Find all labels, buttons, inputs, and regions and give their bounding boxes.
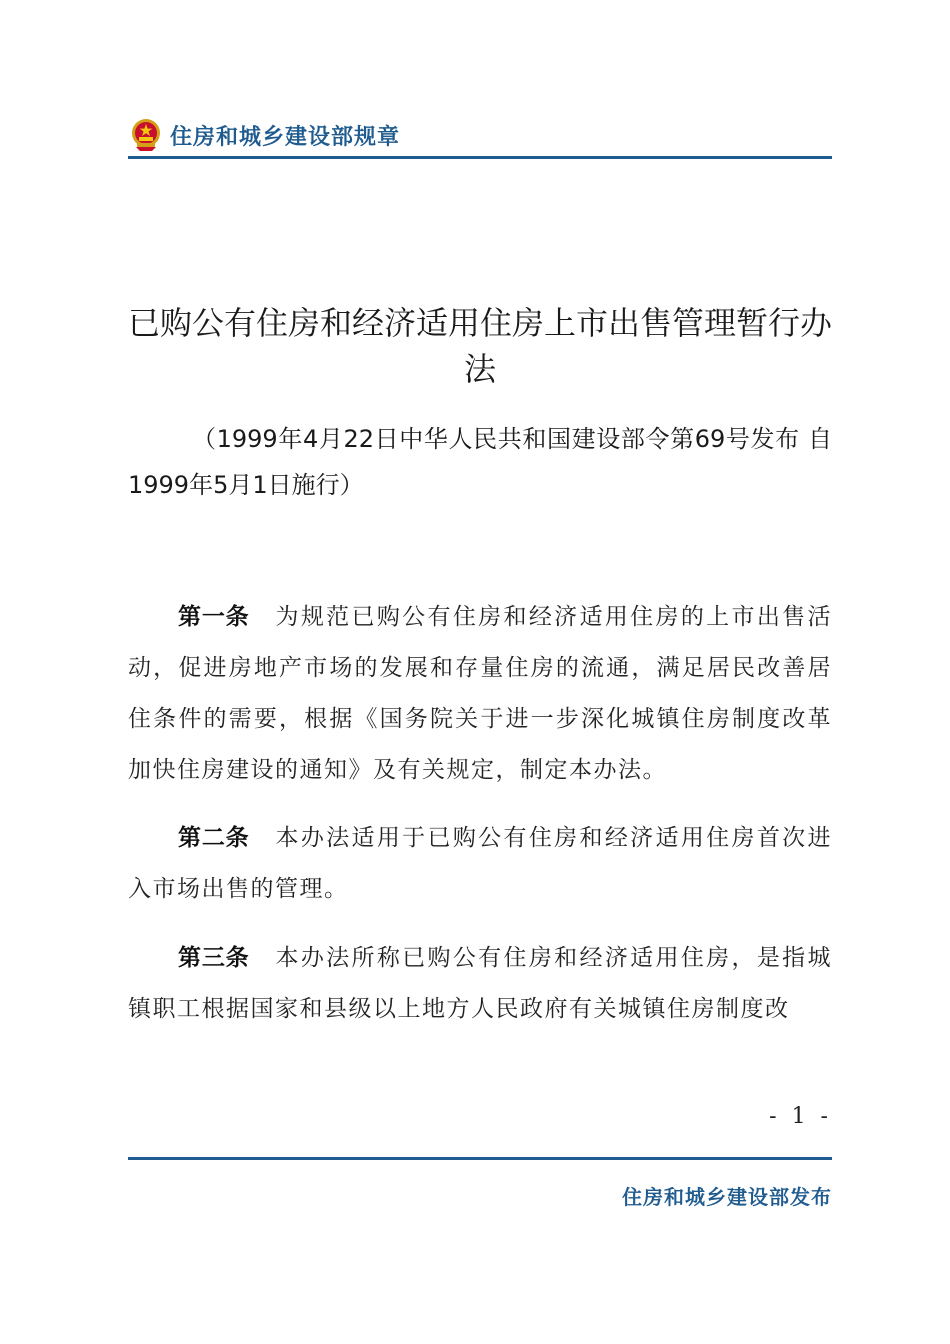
national-emblem-icon <box>130 118 162 152</box>
page-number: - 1 - <box>769 1104 832 1129</box>
article-2 <box>128 813 832 915</box>
article-3 <box>128 933 832 1035</box>
page-header <box>128 114 832 159</box>
document-subtitle: （1999年4月22日中华人民共和国建设部令第69号发布 自1999年5月1日施行） <box>128 425 832 499</box>
document-title: 已购公有住房和经济适用住房上市出售管理暂行办法 <box>128 304 833 388</box>
article-text: 本办法适用于已购公有住房和经济适用住房首次进入市场出售的管理。 <box>128 825 832 902</box>
article-label: 第一条 <box>178 604 250 630</box>
footer-publisher: 住房和城乡建设部发布 <box>622 1185 832 1209</box>
article-text: 本办法所称已购公有住房和经济适用住房，是指城镇职工根据国家和县级以上地方人民政府有关城镇住房制度改 <box>128 945 832 1022</box>
header-title: 住房和城乡建设部规章 <box>170 125 401 150</box>
article-label: 第二条 <box>178 825 250 851</box>
footer-divider <box>128 1157 832 1160</box>
article-text: 为规范已购公有住房和经济适用住房的上市出售活动，促进房地产市场的发展和存量住房的流通，满足居民改善居住条件的需要，根据《国务院关于进一步深化城镇住房制度改革加快住房建设的通知》及有关规定，制定本办法。 <box>128 604 832 783</box>
article-label: 第三条 <box>178 945 250 971</box>
article-1 <box>128 592 832 796</box>
